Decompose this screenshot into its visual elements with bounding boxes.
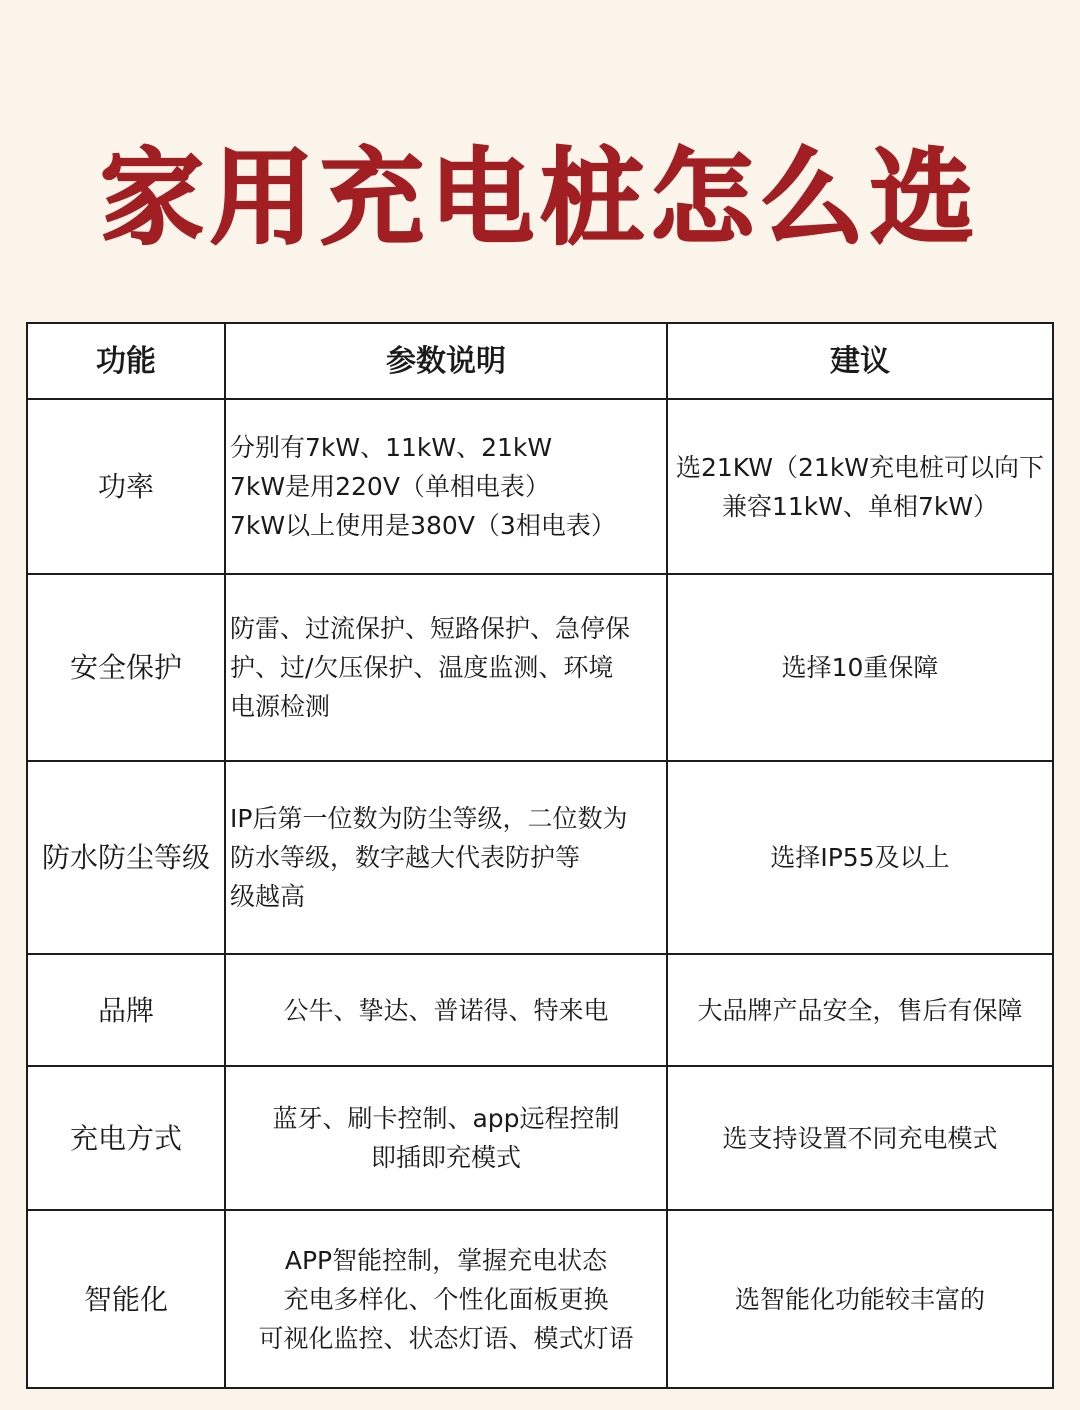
params-line: 公牛、挚达、普诺得、特来电	[283, 995, 609, 1025]
params-cell	[225, 761, 667, 954]
table-row-safety	[27, 574, 1053, 761]
feature-cell: 智能化	[27, 1210, 225, 1388]
params-cell	[225, 954, 667, 1066]
params-line: 即插即充模式	[370, 1143, 521, 1172]
feature-cell: 防水防尘等级	[27, 761, 225, 954]
advice-line: 选择10重保障	[781, 653, 939, 682]
feature-cell: 品牌	[27, 954, 225, 1066]
advice-line: 选21KW（21kW充电桩可以向下	[675, 452, 1045, 482]
params-line: 电源检测	[230, 692, 331, 721]
advice-line: 选智能化功能较丰富的	[734, 1284, 985, 1314]
table-row-brand	[27, 954, 1053, 1066]
advice-cell	[667, 1066, 1053, 1210]
params-line: 可视化监控、状态灯语、模式灯语	[258, 1323, 634, 1353]
comparison-table	[26, 322, 1054, 1389]
params-line: 7kW以上使用是380V（3相电表）	[230, 511, 616, 540]
table-header-row	[27, 323, 1053, 399]
header-feature: 功能	[27, 323, 225, 399]
advice-cell	[667, 954, 1053, 1066]
table-row-power	[27, 399, 1053, 574]
advice-line: 大品牌产品安全，售后有保障	[697, 995, 1023, 1025]
table-row-waterproof	[27, 761, 1053, 954]
params-cell	[225, 574, 667, 761]
params-line: 分别有7kW、11kW、21kW	[230, 433, 553, 462]
header-advice: 建议	[667, 323, 1053, 399]
feature-cell: 充电方式	[27, 1066, 225, 1210]
params-cell	[225, 1210, 667, 1388]
params-line: APP智能控制，掌握充电状态	[284, 1245, 608, 1275]
params-cell	[225, 1066, 667, 1210]
params-line: 级越高	[230, 882, 306, 911]
params-line: 防水等级，数字越大代表防护等	[230, 843, 581, 872]
header-params: 参数说明	[225, 323, 667, 399]
params-line: 蓝牙、刷卡控制、app远程控制	[272, 1104, 620, 1133]
params-line: IP后第一位数为防尘等级，二位数为	[230, 804, 628, 833]
page-title: 家用充电桩怎么选	[99, 137, 980, 259]
params-line: 7kW是用220V（单相电表）	[230, 472, 550, 501]
advice-line: 兼容11kW、单相7kW）	[721, 491, 999, 521]
table-row-smart	[27, 1210, 1053, 1388]
feature-cell: 功率	[27, 399, 225, 574]
advice-cell	[667, 1210, 1053, 1388]
advice-cell	[667, 399, 1053, 574]
params-cell	[225, 399, 667, 574]
advice-line: 选支持设置不同充电模式	[722, 1123, 998, 1153]
params-line: 充电多样化、个性化面板更换	[283, 1284, 609, 1314]
params-line: 防雷、过流保护、短路保护、急停保	[230, 614, 631, 643]
feature-cell: 安全保护	[27, 574, 225, 761]
table-row-charging-mode	[27, 1066, 1053, 1210]
params-line: 护、过/欠压保护、温度监测、环境	[230, 653, 614, 682]
advice-cell	[667, 574, 1053, 761]
advice-cell	[667, 761, 1053, 954]
advice-line: 选择IP55及以上	[770, 843, 950, 872]
